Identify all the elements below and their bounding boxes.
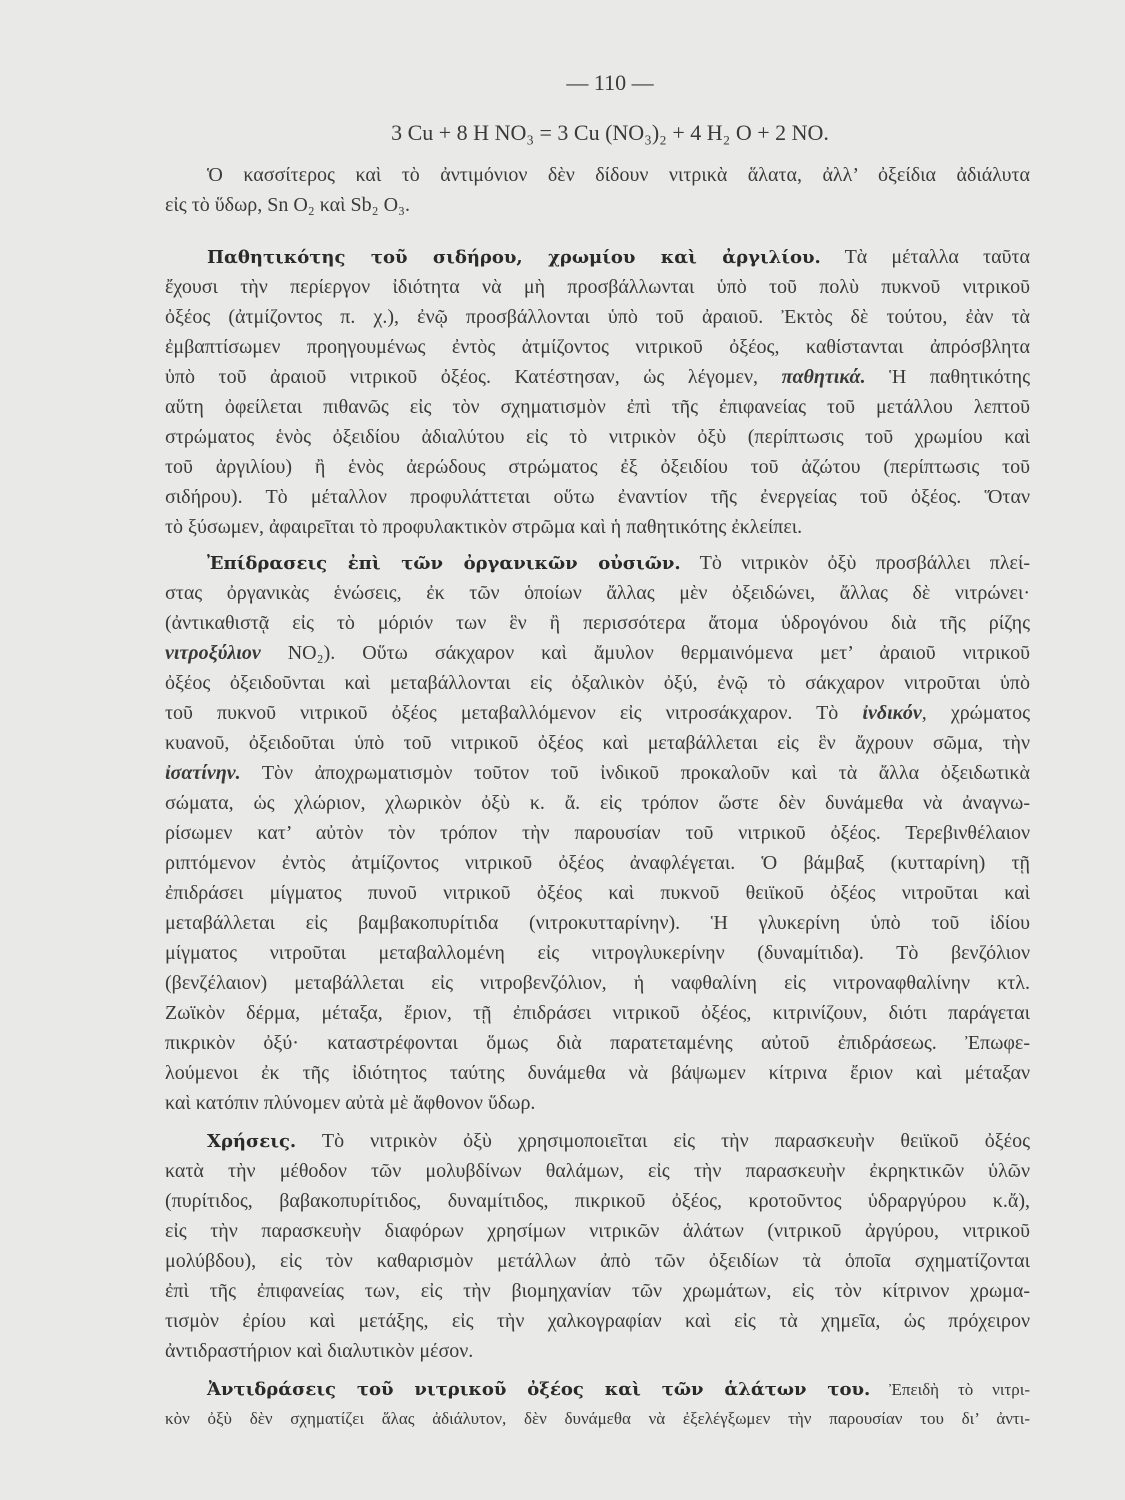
text-segment: Τὸ νιτρικὸν ὀξὺ χρησιμοποιεῖται εἰς τὴν παρασκευὴν θειϊκοῦ ὀξέος bbox=[296, 1130, 1030, 1152]
text-line bbox=[165, 1186, 1030, 1216]
text-line bbox=[165, 1374, 1030, 1404]
page-body bbox=[165, 160, 1030, 1434]
text-segment: ἐμβαπτίσωμεν προηγουμένως ἐντὸς ἀτμίζοντος νιτρικοῦ ὀξέος, καθίστανται ἀπρόσβλητα bbox=[165, 336, 1030, 358]
section-heading: Ἀντιδράσεις τοῦ νιτρικοῦ ὀξέος καὶ τῶν ἁλάτων του. bbox=[207, 1379, 871, 1400]
text-line bbox=[165, 482, 1030, 512]
emphasized-term: ἰσατίνην. bbox=[165, 762, 241, 784]
paragraph bbox=[165, 1126, 1030, 1366]
text-line bbox=[165, 1276, 1030, 1306]
section-heading: Χρήσεις. bbox=[207, 1131, 297, 1152]
text-segment: (βενζέλαιον) μεταβάλλεται εἰς νιτροβενζόλιον, ἡ ναφθαλίνη εἰς νιτροναφθαλίνην κτλ. bbox=[165, 972, 1030, 994]
text-line bbox=[165, 1216, 1030, 1246]
text-segment: καὶ κατόπιν πλύνομεν αὐτὰ μὲ ἄφθονον ὕδωρ. bbox=[165, 1092, 536, 1114]
text-line bbox=[165, 302, 1030, 332]
text-segment: εἰς τὴν παρασκευὴν διαφόρων χρησίμων νιτρικῶν ἁλάτων (νιτρικοῦ ἀργύρου, νιτρικοῦ bbox=[165, 1220, 1030, 1242]
text-segment: ὑπὸ τοῦ ἀραιοῦ νιτρικοῦ ὀξέος. Κατέστησαν, ὡς λέγομεν, bbox=[165, 366, 782, 388]
emphasized-term: παθητικά. bbox=[781, 366, 866, 388]
text-segment: μεταβάλλεται εἰς βαμβακοπυρίτιδα (νιτροκυτταρίνην). Ἡ γλυκερίνη ὑπὸ τοῦ ἰδίου bbox=[165, 912, 1030, 934]
text-segment: NO₂). Οὕτω σάκχαρον καὶ ἄμυλον θερμαινόμενα μετ’ ἀραιοῦ νιτρικοῦ bbox=[260, 642, 1030, 664]
text-segment: Τὸ νιτρικὸν ὀξὺ προσβάλλει πλεί- bbox=[680, 552, 1030, 574]
text-segment: Ἡ παθητικότης bbox=[865, 366, 1031, 388]
text-segment: Ζωϊκὸν δέρμα, μέταξα, ἔριον, τῇ ἐπιδράσει νιτρικοῦ ὀξέος, κιτρινίζουν, διότι παράγεται bbox=[165, 1002, 1030, 1024]
text-segment: Τὰ μέταλλα ταῦτα bbox=[820, 246, 1030, 268]
text-line bbox=[165, 1246, 1030, 1276]
text-segment: ὀξέος ὀξειδοῦνται καὶ μεταβάλλονται εἰς ὀξαλικὸν ὀξύ, ἐνῷ τὸ σάκχαρον νιτροῦται ὑπὸ bbox=[165, 672, 1030, 694]
text-segment: ὀξέος (ἀτμίζοντος π. χ.), ἐνῷ προσβάλλονται ὑπὸ τοῦ ἀραιοῦ. Ἐκτὸς δὲ τούτου, ἐὰν τὰ bbox=[165, 306, 1030, 328]
text-line bbox=[165, 362, 1030, 392]
text-segment: Τὸν ἀποχρωματισμὸν τοῦτον τοῦ ἰνδικοῦ προκαλοῦν καὶ τὰ ἄλλα ὀξειδωτικὰ bbox=[240, 762, 1030, 784]
text-line bbox=[165, 272, 1030, 302]
text-segment: λούμενοι ἐκ τῆς ἰδιότητος ταύτης δυνάμεθα νὰ βάψωμεν κίτρινα ἔριον καὶ μέταξαν bbox=[165, 1062, 1030, 1084]
text-line bbox=[165, 788, 1030, 818]
text-segment: τὸ ξύσωμεν, ἀφαιρεῖται τὸ προφυλακτικὸν στρῶμα καὶ ἡ παθητικότης ἐκλείπει. bbox=[165, 516, 803, 538]
text-line bbox=[165, 422, 1030, 452]
text-line bbox=[165, 878, 1030, 908]
emphasized-term: νιτροξύλιον bbox=[165, 642, 261, 664]
text-line bbox=[165, 1058, 1030, 1088]
text-segment: ριπτόμενον ἐντὸς ἀτμίζοντος νιτρικοῦ ὀξέος ἀναφλέγεται. Ὁ βάμβαξ (κυτταρίνη) τῇ bbox=[165, 852, 1030, 874]
text-line bbox=[165, 698, 1030, 728]
text-segment: ρίσωμεν κατ’ αὐτὸν τὸν τρόπον τὴν παρουσίαν τοῦ νιτρικοῦ ὀξέος. Τερεβινθέλαιον bbox=[165, 822, 1030, 844]
text-line bbox=[165, 1306, 1030, 1336]
text-segment: τοῦ ἀργιλίου) ἢ ἑνὸς ἀερώδους στρώματος ἐξ ὀξειδίου τοῦ ἀζώτου (περίπτωσις τοῦ bbox=[165, 456, 1030, 478]
text-line bbox=[165, 1088, 1030, 1118]
text-line bbox=[165, 392, 1030, 422]
paragraph bbox=[165, 160, 1030, 220]
paragraph bbox=[165, 242, 1030, 542]
text-segment: μολύβδου), εἰς τὸν καθαρισμὸν μετάλλων ἀπὸ τῶν ὀξειδίων τὰ ὁποῖα σχηματίζονται bbox=[165, 1250, 1030, 1272]
page-number: — 110 — bbox=[566, 70, 654, 95]
text-segment: εἰς τὸ ὕδωρ, Sn O₂ καὶ Sb₂ O₃. bbox=[165, 194, 411, 216]
text-segment: Ὁ κασσίτερος καὶ τὸ ἀντιμόνιον δὲν δίδουν νιτρικὰ ἅλατα, ἀλλ’ ὀξείδια ἀδιάλυτα bbox=[207, 164, 1030, 186]
text-line bbox=[165, 668, 1030, 698]
text-segment: κυανοῦ, ὀξειδοῦται ὑπὸ τοῦ νιτρικοῦ ὀξέος καὶ μεταβάλλεται εἰς ἓν ἄχρουν σῶμα, τὴν bbox=[165, 732, 1030, 754]
text-line bbox=[165, 638, 1030, 668]
text-segment: ἔχουσι τὴν περίεργον ἰδιότητα νὰ μὴ προσβάλλωνται ὑπὸ τοῦ πολὺ πυκνοῦ νιτρικοῦ bbox=[165, 276, 1030, 298]
text-line bbox=[165, 728, 1030, 758]
text-line bbox=[165, 190, 1030, 220]
text-line bbox=[165, 848, 1030, 878]
text-segment: αὕτη ὀφείλεται πιθανῶς εἰς τὸν σχηματισμὸν ἐπὶ τῆς ἐπιφανείας τοῦ μετάλλου λεπτοῦ bbox=[165, 396, 1030, 418]
text-segment: (ἀντικαθιστᾷ εἰς τὸ μόριόν των ἓν ἢ περισσότερα ἄτομα ὑδρογόνου διὰ τῆς ρίζης bbox=[165, 612, 1030, 634]
text-segment: πικρικὸν ὀξύ· καταστρέφονται ὅμως διὰ παρατεταμένης αὐτοῦ ἐπιδράσεως. Ἐπωφε- bbox=[165, 1032, 1030, 1054]
text-line bbox=[165, 818, 1030, 848]
text-line bbox=[165, 758, 1030, 788]
text-line bbox=[165, 1336, 1030, 1366]
text-line bbox=[165, 998, 1030, 1028]
text-line bbox=[165, 512, 1030, 542]
text-line bbox=[165, 160, 1030, 190]
text-line bbox=[165, 1028, 1030, 1058]
text-line bbox=[165, 1404, 1030, 1434]
text-segment: ἀντιδραστήριον καὶ διαλυτικὸν μέσον. bbox=[165, 1340, 474, 1362]
text-line bbox=[165, 332, 1030, 362]
text-segment: κὸν ὀξὺ δὲν σχηματίζει ἅλας ἀδιάλυτον, δὲν δυνάμεθα νὰ ἐξελέγξωμεν τὴν παρουσίαν του δι’ ἀντι- bbox=[165, 1409, 1030, 1428]
text-line bbox=[165, 1156, 1030, 1186]
text-segment: σιδήρου). Τὸ μέταλλον προφυλάττεται οὕτω ἐναντίον τῆς ἐνεργείας τοῦ ὀξέος. Ὅταν bbox=[165, 486, 1030, 508]
chemical-equation: 3 Cu + 8 H NO₃ = 3 Cu (NO₃)₂ + 4 H₂ O + 2 NO. bbox=[391, 120, 829, 145]
emphasized-term: ἰνδικόν bbox=[862, 702, 922, 724]
text-line bbox=[165, 548, 1030, 578]
text-line bbox=[165, 1126, 1030, 1156]
text-segment: (πυρίτιδος, βαβακοπυρίτιδος, δυναμίτιδος, πικρικοῦ ὀξέος, κροτοῦντος ὑδραργύρου κ.ἄ), bbox=[165, 1190, 1030, 1212]
text-segment: , χρώματος bbox=[921, 702, 1030, 724]
text-segment: τοῦ πυκνοῦ νιτρικοῦ ὀξέος μεταβαλλόμενον εἰς νιτροσάκχαρον. Τὸ bbox=[165, 702, 863, 724]
paragraph bbox=[165, 1374, 1030, 1434]
text-line bbox=[165, 578, 1030, 608]
text-line bbox=[165, 452, 1030, 482]
text-segment: τισμὸν ἐρίου καὶ μετάξης, εἰς τὴν χαλκογραφίαν καὶ εἰς τὰ χημεῖα, ὡς πρόχειρον bbox=[165, 1310, 1030, 1332]
text-segment: στας ὀργανικὰς ἑνώσεις, ἐκ τῶν ὁποίων ἄλλας μὲν ὀξειδώνει, ἄλλας δὲ νιτρώνει· bbox=[165, 582, 1030, 604]
text-segment: ἐπὶ τῆς ἐπιφανείας των, εἰς τὴν βιομηχανίαν τῶν χρωμάτων, εἰς τὸν κίτρινον χρωμα- bbox=[165, 1280, 1030, 1302]
paragraph bbox=[165, 548, 1030, 1118]
text-segment: σώματα, ὡς χλώριον, χλωρικὸν ὀξὺ κ. ἄ. εἰς τρόπον ὥστε δὲν δυνάμεθα νὰ ἀναγνω- bbox=[165, 792, 1030, 814]
text-segment: μίγματος νιτροῦται μεταβαλλομένη εἰς νιτρογλυκερίνην (δυναμίτιδα). Τὸ βενζόλιον bbox=[165, 942, 1030, 964]
section-heading: Ἐπίδρασεις ἐπὶ τῶν ὀργανικῶν οὐσιῶν. bbox=[207, 553, 681, 574]
text-line bbox=[165, 608, 1030, 638]
text-line bbox=[165, 968, 1030, 998]
text-line bbox=[165, 242, 1030, 272]
text-segment: Ἐπειδὴ τὸ νιτρι- bbox=[870, 1380, 1030, 1399]
section-heading: Παθητικότης τοῦ σιδήρου, χρωμίου καὶ ἀργιλίου. bbox=[207, 247, 821, 268]
text-segment: ἐπιδράσει μίγματος πυνοῦ νιτρικοῦ ὀξέος καὶ πυκνοῦ θειϊκοῦ ὀξέος νιτροῦται καὶ bbox=[165, 882, 1030, 904]
text-line bbox=[165, 908, 1030, 938]
text-segment: στρώματος ἑνὸς ὀξειδίου ἀδιαλύτου εἰς τὸ νιτρικὸν ὀξὺ (περίπτωσις τοῦ χρωμίου καὶ bbox=[165, 426, 1030, 448]
text-segment: κατὰ τὴν μέθοδον τῶν μολυβδίνων θαλάμων, εἰς τὴν παρασκευὴν ἐκρηκτικῶν ὑλῶν bbox=[165, 1160, 1030, 1182]
text-line bbox=[165, 938, 1030, 968]
